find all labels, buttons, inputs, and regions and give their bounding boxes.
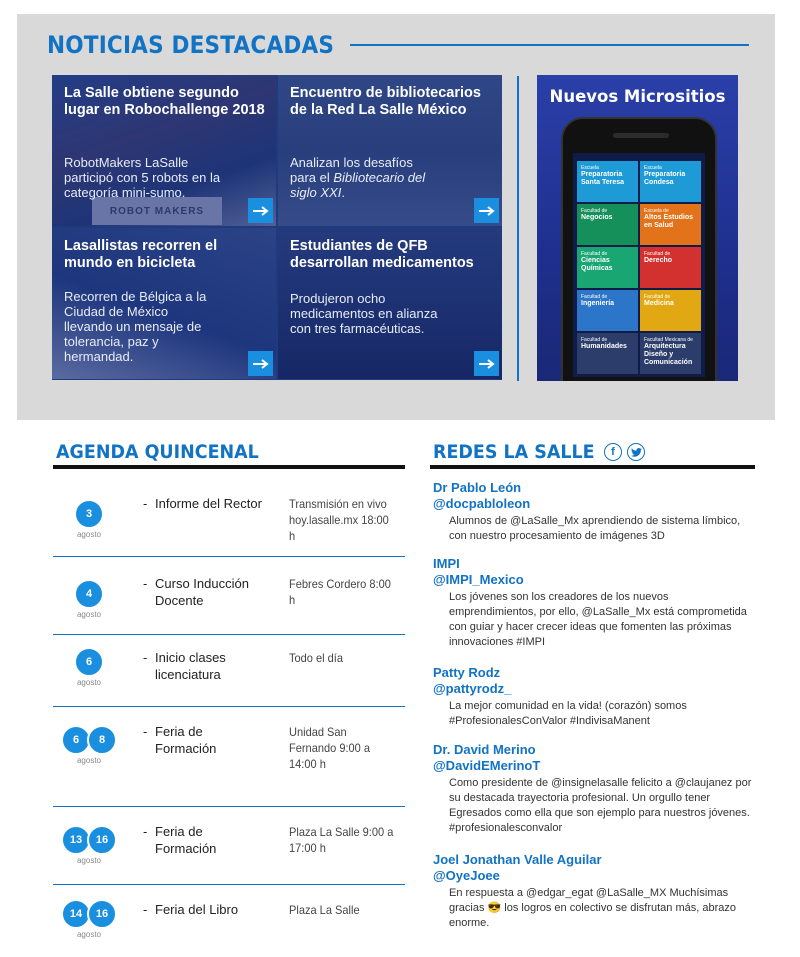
agenda-event[interactable] (53, 561, 405, 635)
redes-title: REDES LA SALLE (433, 441, 595, 463)
agenda-event[interactable] (53, 707, 405, 807)
agenda-title-bar (53, 465, 405, 469)
tweet-text: Alumnos de @LaSalle_Mx aprendiendo de sistema límbico, con nuestro procesamiento de imágenes 3D (449, 515, 741, 542)
agenda-event[interactable] (53, 885, 405, 945)
event-month: agosto (76, 930, 102, 939)
news-grid (52, 75, 502, 380)
tweet-item (433, 556, 755, 650)
date-badge: 6 (61, 725, 91, 755)
news-arrow-button[interactable] (248, 198, 273, 223)
microsites-card[interactable] (537, 75, 738, 381)
news-summary: Recorren de Bélgica a la Ciudad de México llevando un mensaje de tolerancia, paz y hermandad. (64, 289, 207, 364)
event-month: agosto (76, 610, 102, 619)
arrow-right-icon (253, 206, 269, 216)
event-date (53, 825, 125, 865)
date-badge: 8 (87, 725, 117, 755)
news-arrow-button[interactable] (474, 351, 499, 376)
social-icons (604, 443, 645, 461)
phone-mockup (561, 117, 717, 381)
news-title-rule (350, 44, 749, 46)
tweet-handle[interactable]: @OyeJoee (433, 868, 500, 883)
event-date (53, 725, 125, 765)
news-arrow-button[interactable] (474, 198, 499, 223)
date-badge: 6 (74, 647, 104, 677)
news-headline[interactable]: La Salle obtiene segundo lugar en Robochallenge 2018 (64, 85, 265, 118)
event-title: - Feria del Libro (143, 902, 239, 917)
news-header (47, 30, 749, 60)
news-headline[interactable]: Estudiantes de QFB desarrollan medicamentos (290, 238, 474, 271)
news-summary: Analizan los desafíos para el Bibliotecario del siglo XXI. (290, 155, 426, 200)
event-title: - Informe del Rector (143, 496, 262, 511)
agenda-event[interactable] (53, 485, 405, 557)
microsite-tile[interactable]: Facultad de Ciencias Químicas (577, 247, 638, 288)
event-month: agosto (76, 756, 102, 765)
news-divider (517, 76, 519, 381)
news-headline[interactable]: Lasallistas recorren el mundo en bicicleta (64, 238, 218, 271)
news-headline[interactable]: Encuentro de bibliotecarios de la Red La Salle México (290, 85, 481, 118)
microsite-tile[interactable]: Facultad de Medicina (640, 290, 701, 331)
news-section (17, 14, 775, 420)
tweet-item (433, 742, 755, 836)
event-place: Plaza La Salle 9:00 a 17:00 h (289, 825, 394, 855)
tweet-item (433, 480, 755, 544)
microsite-tile[interactable]: Facultad de Humanidades (577, 333, 638, 374)
event-date (53, 647, 125, 687)
event-place: Unidad San Fernando 9:00 a 14:00 h (289, 725, 371, 771)
event-date (53, 579, 125, 619)
event-title: - Curso Inducción Docente (143, 576, 249, 608)
microsites-title: Nuevos Micrositios (549, 87, 726, 106)
microsite-tile[interactable]: Facultad de Negocios (577, 204, 638, 245)
date-badge: 16 (87, 899, 117, 929)
tweet-text: Como presidente de @insignelasalle felicito a @claujanez por su destacada trayectoria profesional. Un orgullo tener Egresados como ella que son ejemplo para nuestros jóvenes. #profesionalesconvalor (449, 777, 752, 834)
event-title: - Feria de Formación (143, 724, 217, 756)
arrow-right-icon (479, 359, 495, 369)
arrow-right-icon (479, 206, 495, 216)
microsite-tile[interactable]: Escuela de Altos Estudios en Salud (640, 204, 701, 245)
date-badge: 14 (61, 899, 91, 929)
date-badge: 16 (87, 825, 117, 855)
news-summary: RobotMakers LaSalle participó con 5 robots en la categoría mini-sumo. (64, 155, 221, 200)
agenda-event[interactable] (53, 807, 405, 885)
date-badge: 4 (74, 579, 104, 609)
event-title: - Feria de Formación (143, 824, 217, 856)
news-card-bicicleta[interactable] (52, 228, 276, 379)
tweet-text: En respuesta a @edgar_egat @LaSalle_MX Muchísimas gracias 😎 los logros en colectivo se disfrutan más, abrazo enorme. (449, 887, 736, 929)
microsite-tile[interactable]: Facultad de Derecho (640, 247, 701, 288)
event-date (53, 899, 125, 939)
date-badge: 3 (74, 499, 104, 529)
tweet-text: La mejor comunidad en la vida! (corazón) somos #ProfesionalesConValor #IndivisaManent (449, 700, 687, 727)
tweet-item (433, 665, 755, 729)
phone-screen (573, 153, 705, 377)
news-card-bibliotecarios[interactable] (278, 75, 502, 226)
twitter-icon[interactable] (627, 443, 645, 461)
tweet-author[interactable]: IMPI (433, 556, 460, 571)
event-title: - Inicio clases licenciatura (143, 650, 226, 682)
tweet-item (433, 852, 755, 931)
event-place: Plaza La Salle (289, 903, 360, 917)
tweet-author[interactable]: Patty Rodz (433, 665, 501, 680)
tweet-author[interactable]: Joel Jonathan Valle Aguilar (433, 852, 602, 867)
agenda-title: AGENDA QUINCENAL (56, 441, 259, 463)
microsite-tile[interactable]: Escuela Preparatoria Santa Teresa (577, 161, 638, 202)
redes-title-bar (430, 465, 755, 469)
facebook-icon[interactable]: f (604, 443, 622, 461)
microsite-tile[interactable]: Facultad Mexicana de Arquitectura Diseño y Comunicación (640, 333, 701, 374)
tweet-author[interactable]: Dr Pablo León (433, 480, 522, 495)
event-month: agosto (76, 530, 102, 539)
tweet-handle[interactable]: @IMPI_Mexico (433, 572, 524, 587)
agenda-event[interactable] (53, 635, 405, 707)
microsite-tile[interactable]: Facultad de Ingeniería (577, 290, 638, 331)
news-arrow-button[interactable] (248, 351, 273, 376)
event-date (53, 499, 125, 539)
event-place: Todo el día (289, 651, 344, 665)
tweet-author[interactable]: Dr. David Merino (433, 742, 536, 757)
tweet-handle[interactable]: @DavidEMerinoT (433, 758, 541, 773)
tweet-text: Los jóvenes son los creadores de los nuevos emprendimientos, por ello, @LaSalle_Mx está comprometida con guiar y hacer crecer ideas que fomenten las próximas innovaciones #IMPI (449, 591, 747, 648)
news-card-robochallenge[interactable] (52, 75, 276, 226)
date-badge: 13 (61, 825, 91, 855)
tweet-handle[interactable]: @docpabloleon (433, 496, 531, 511)
event-place: Transmisión en vivo hoy.lasalle.mx 18:00 h (289, 497, 389, 543)
news-card-qfb[interactable] (278, 228, 502, 379)
event-month: agosto (76, 856, 102, 865)
tweet-handle[interactable]: @pattyrodz_ (433, 681, 512, 696)
news-title: NOTICIAS DESTACADAS (47, 31, 335, 59)
news-summary: Produjeron ocho medicamentos en alianza con tres farmacéuticas. (290, 291, 438, 336)
event-month: agosto (76, 678, 102, 687)
arrow-right-icon (253, 359, 269, 369)
event-place: Febres Cordero 8:00 h (289, 577, 391, 607)
microsite-tile[interactable]: Escuela Preparatoria Condesa (640, 161, 701, 202)
